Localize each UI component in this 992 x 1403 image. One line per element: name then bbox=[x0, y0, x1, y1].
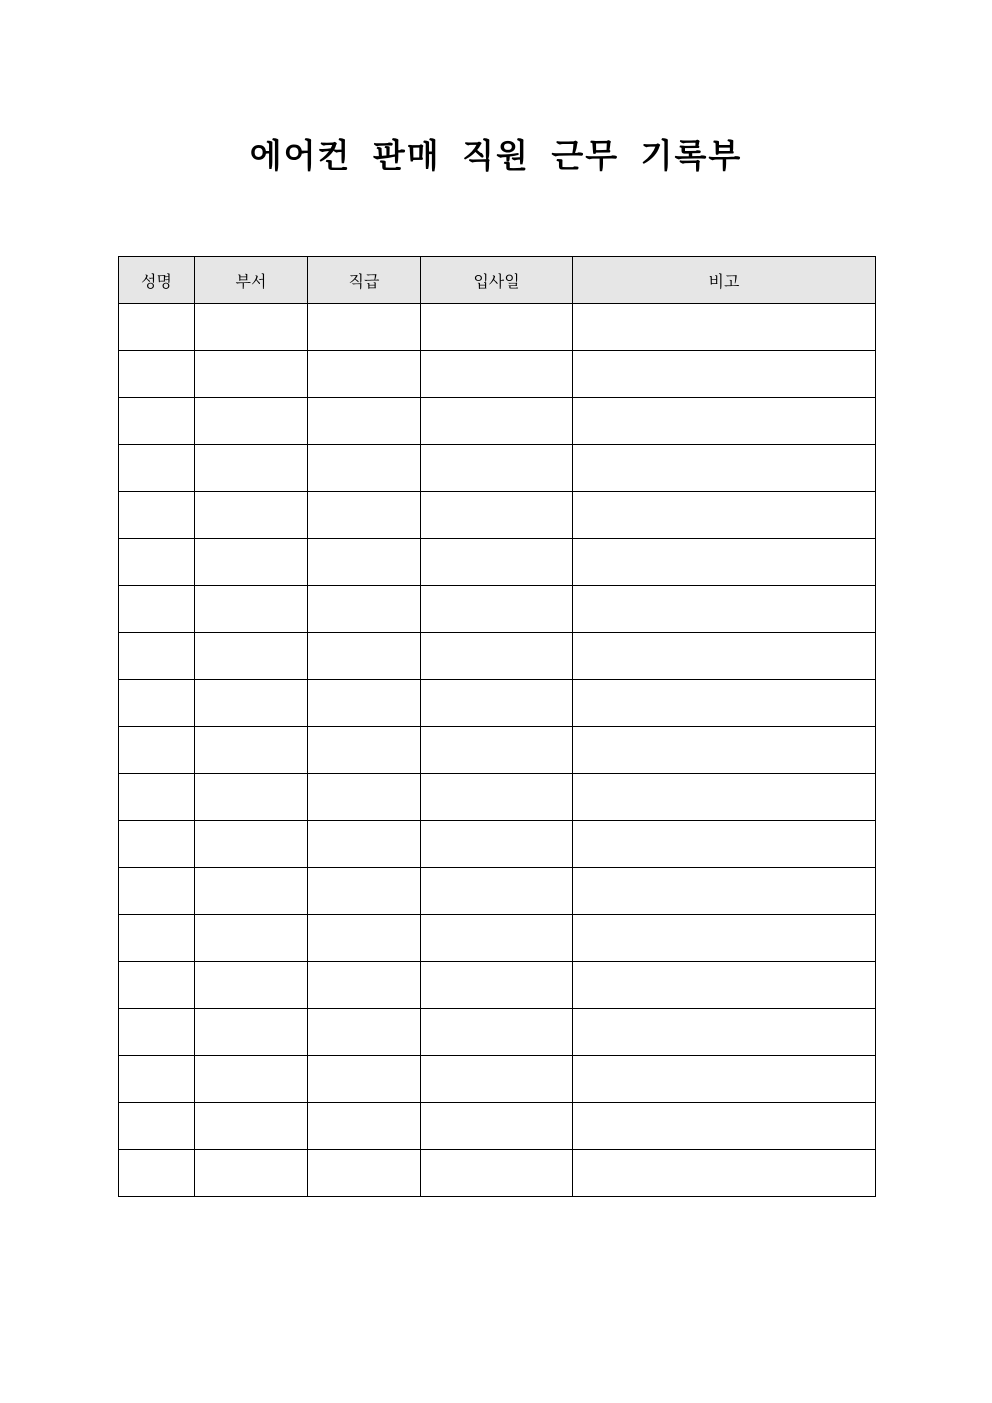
cell-position bbox=[308, 492, 421, 539]
table-row bbox=[119, 774, 876, 821]
cell-hire-date bbox=[421, 1103, 573, 1150]
cell-position bbox=[308, 868, 421, 915]
cell-position bbox=[308, 351, 421, 398]
cell-remarks bbox=[573, 1009, 876, 1056]
cell-department bbox=[195, 680, 308, 727]
cell-position bbox=[308, 1150, 421, 1197]
cell-name bbox=[119, 304, 195, 351]
cell-remarks bbox=[573, 586, 876, 633]
cell-position bbox=[308, 821, 421, 868]
cell-position bbox=[308, 586, 421, 633]
cell-position bbox=[308, 774, 421, 821]
cell-department bbox=[195, 539, 308, 586]
cell-remarks bbox=[573, 727, 876, 774]
table-row bbox=[119, 492, 876, 539]
cell-position bbox=[308, 539, 421, 586]
table-row bbox=[119, 1056, 876, 1103]
cell-name bbox=[119, 915, 195, 962]
table-row bbox=[119, 351, 876, 398]
table-row bbox=[119, 445, 876, 492]
cell-hire-date bbox=[421, 774, 573, 821]
cell-position bbox=[308, 915, 421, 962]
cell-department bbox=[195, 445, 308, 492]
cell-department bbox=[195, 1009, 308, 1056]
cell-name bbox=[119, 351, 195, 398]
cell-remarks bbox=[573, 351, 876, 398]
cell-name bbox=[119, 539, 195, 586]
table-row bbox=[119, 1103, 876, 1150]
cell-remarks bbox=[573, 633, 876, 680]
cell-position bbox=[308, 727, 421, 774]
cell-department bbox=[195, 398, 308, 445]
work-record-table bbox=[118, 256, 876, 1197]
page-title: 에어컨 판매 직원 근무 기록부 bbox=[249, 136, 743, 175]
cell-department bbox=[195, 774, 308, 821]
table-row bbox=[119, 821, 876, 868]
cell-hire-date bbox=[421, 586, 573, 633]
cell-name bbox=[119, 774, 195, 821]
cell-hire-date bbox=[421, 539, 573, 586]
cell-name bbox=[119, 821, 195, 868]
cell-department bbox=[195, 586, 308, 633]
cell-hire-date bbox=[421, 962, 573, 1009]
cell-remarks bbox=[573, 539, 876, 586]
cell-position bbox=[308, 962, 421, 1009]
table-body bbox=[119, 304, 876, 1197]
table-row bbox=[119, 727, 876, 774]
table-row bbox=[119, 633, 876, 680]
cell-department bbox=[195, 915, 308, 962]
cell-hire-date bbox=[421, 680, 573, 727]
header-remarks: 비고 bbox=[573, 257, 876, 304]
cell-department bbox=[195, 727, 308, 774]
cell-position bbox=[308, 633, 421, 680]
cell-department bbox=[195, 1103, 308, 1150]
cell-hire-date bbox=[421, 1150, 573, 1197]
cell-remarks bbox=[573, 445, 876, 492]
cell-remarks bbox=[573, 868, 876, 915]
cell-hire-date bbox=[421, 492, 573, 539]
cell-remarks bbox=[573, 915, 876, 962]
table-row bbox=[119, 398, 876, 445]
cell-name bbox=[119, 1009, 195, 1056]
cell-remarks bbox=[573, 1150, 876, 1197]
cell-position bbox=[308, 1009, 421, 1056]
cell-remarks bbox=[573, 492, 876, 539]
cell-hire-date bbox=[421, 304, 573, 351]
cell-remarks bbox=[573, 774, 876, 821]
cell-name bbox=[119, 633, 195, 680]
cell-remarks bbox=[573, 304, 876, 351]
cell-name bbox=[119, 586, 195, 633]
cell-remarks bbox=[573, 680, 876, 727]
cell-name bbox=[119, 962, 195, 1009]
header-hire-date: 입사일 bbox=[421, 257, 573, 304]
cell-department bbox=[195, 492, 308, 539]
cell-position bbox=[308, 445, 421, 492]
cell-hire-date bbox=[421, 351, 573, 398]
cell-department bbox=[195, 1056, 308, 1103]
table-row bbox=[119, 1009, 876, 1056]
table-row bbox=[119, 1150, 876, 1197]
cell-name bbox=[119, 727, 195, 774]
cell-hire-date bbox=[421, 1009, 573, 1056]
cell-hire-date bbox=[421, 868, 573, 915]
cell-hire-date bbox=[421, 1056, 573, 1103]
table-row bbox=[119, 539, 876, 586]
cell-remarks bbox=[573, 398, 876, 445]
cell-name bbox=[119, 868, 195, 915]
cell-name bbox=[119, 680, 195, 727]
cell-department bbox=[195, 868, 308, 915]
header-name: 성명 bbox=[119, 257, 195, 304]
cell-department bbox=[195, 1150, 308, 1197]
cell-department bbox=[195, 633, 308, 680]
cell-department bbox=[195, 304, 308, 351]
cell-position bbox=[308, 1056, 421, 1103]
cell-name bbox=[119, 1150, 195, 1197]
table-row bbox=[119, 304, 876, 351]
cell-position bbox=[308, 398, 421, 445]
table-row bbox=[119, 915, 876, 962]
cell-hire-date bbox=[421, 398, 573, 445]
cell-remarks bbox=[573, 821, 876, 868]
cell-name bbox=[119, 1103, 195, 1150]
table-row bbox=[119, 680, 876, 727]
cell-position bbox=[308, 1103, 421, 1150]
cell-hire-date bbox=[421, 821, 573, 868]
cell-remarks bbox=[573, 1103, 876, 1150]
table-row bbox=[119, 962, 876, 1009]
table-row bbox=[119, 586, 876, 633]
header-position: 직급 bbox=[308, 257, 421, 304]
cell-remarks bbox=[573, 1056, 876, 1103]
table-header-row bbox=[119, 257, 876, 304]
cell-position bbox=[308, 680, 421, 727]
cell-department bbox=[195, 351, 308, 398]
table-row bbox=[119, 868, 876, 915]
cell-hire-date bbox=[421, 915, 573, 962]
cell-name bbox=[119, 398, 195, 445]
cell-name bbox=[119, 492, 195, 539]
cell-hire-date bbox=[421, 633, 573, 680]
cell-position bbox=[308, 304, 421, 351]
cell-department bbox=[195, 821, 308, 868]
cell-name bbox=[119, 445, 195, 492]
cell-remarks bbox=[573, 962, 876, 1009]
cell-department bbox=[195, 962, 308, 1009]
cell-hire-date bbox=[421, 445, 573, 492]
cell-name bbox=[119, 1056, 195, 1103]
cell-hire-date bbox=[421, 727, 573, 774]
header-department: 부서 bbox=[195, 257, 308, 304]
